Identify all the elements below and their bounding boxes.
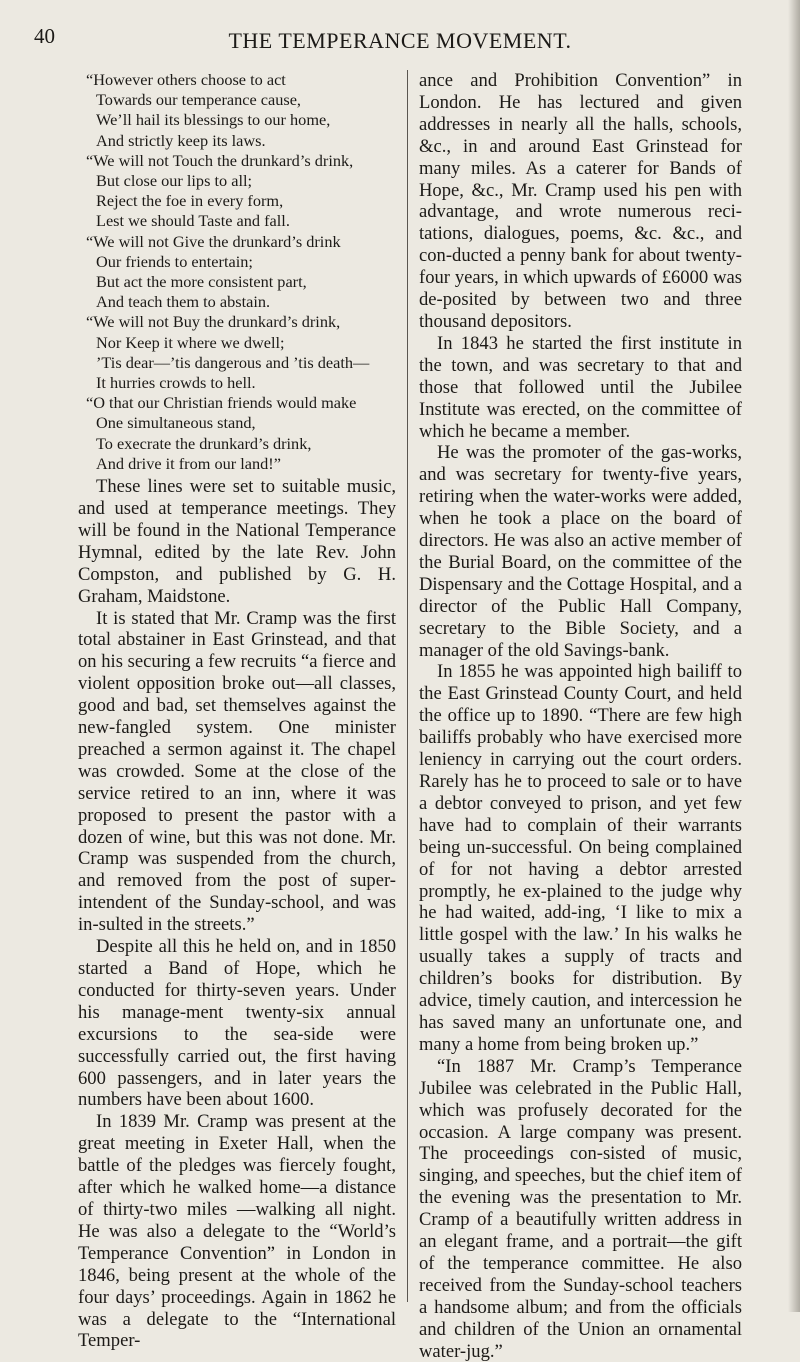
paragraph: ance and Prohibition Convention” in London. He has lectured and given addresses in nearly all the halls, schools, &c., in and around East Grinstead for many miles. As a caterer for Bands of Hope, &c., Mr. Cramp used his pen with advantage, and wrote numerous reci-tations, dialogues, poems, &c. &c., and con-ducted a penny bank for about twenty-four years, in which upwards of £6000 was de-posited by between two and three thousand depositors. <box>419 70 742 332</box>
paragraph: These lines were set to suitable music, and used at temperance meetings. They will be found in the National Temperance Hymnal, edited by the late Rev. John Compston, and published by G. H. Graham, Maidstone. <box>78 476 396 607</box>
poem-stanza <box>78 312 396 393</box>
poem-line: And teach them to abstain. <box>96 292 271 312</box>
page-edge-shadow <box>788 0 800 1312</box>
paragraph: In 1843 he started the first institute in the town, and was secretary to that and those that followed until the Jubilee Institute was erected, on the committee of which he became a member. <box>419 332 742 442</box>
paragraph: Despite all this he held on, and in 1850 started a Band of Hope, which he conducted for thirty-seven years. Under his manage-ment twenty-six annual excursions to the sea-side were successfully carried out, the first having 600 passengers, and in later years the numbers have been about 1600. <box>78 936 396 1111</box>
poem-line: And drive it from our land!” <box>96 453 281 473</box>
poem-line: Reject the foe in every form, <box>96 191 284 211</box>
running-title: THE TEMPERANCE MOVEMENT. <box>228 28 572 53</box>
poem-stanza <box>78 393 396 474</box>
right-text <box>419 70 742 1362</box>
paragraph: In 1855 he was appointed high bailiff to the East Grinstead County Court, and held the office up to 1890. “There are few high bailiffs probably who have exercised more leniency in carrying out the court orders. Rarely has he to proceed to sale or to have a debtor conveyed to prison, and yet few have had to complain of their warrants being un-successful. On being complained of for not having a debtor arrested promptly, he ex-plained to the judge why he had waited, add-ing, ‘I like to mix a little gospel with the law.’ In his walks he usually takes a supply of tracts and children’s books for distribution. By advice, timely caution, and intercession he has saved many an unfortunate one, and many a home from being broken up.” <box>419 661 742 1055</box>
poem-line: It hurries crowds to hell. <box>96 373 256 393</box>
poem-line: “We will not Buy the drunkard’s drink, <box>86 312 341 332</box>
poem-line: Nor Keep it where we dwell; <box>96 332 285 352</box>
left-text <box>78 476 396 1352</box>
poem-line: “We will not Give the drunkard’s drink <box>86 231 341 251</box>
column-divider <box>407 70 408 1302</box>
poem-line: Lest we should Taste and fall. <box>96 211 290 231</box>
poem <box>78 70 396 474</box>
poem-stanza <box>78 151 396 232</box>
poem-line: And strictly keep its laws. <box>96 130 266 150</box>
paragraph: It is stated that Mr. Cramp was the first total abstainer in East Grinstead, and that on his securing a few recruits “a fierce and violent opposition broke out—all classes, good and bad, set themselves against the new-fangled system. One minister preached a sermon against it. The chapel was crowded. Some at the close of the service retired to an inn, where it was proposed to present the pastor with a dozen of wine, but this was not done. Mr. Cramp was suspended from the church, and removed from the post of super-intendent of the Sunday-school, and was in-sulted in the streets.” <box>78 607 397 936</box>
poem-stanza <box>78 70 396 151</box>
poem-line: But act the more consistent part, <box>96 272 307 292</box>
right-column <box>419 70 742 1362</box>
poem-line: But close our lips to all; <box>96 171 253 191</box>
poem-line: One simultaneous stand, <box>96 413 256 433</box>
poem-line: ’Tis dear—’tis dangerous and ’tis death— <box>96 352 370 372</box>
poem-stanza <box>78 232 396 313</box>
poem-line: Towards our temperance cause, <box>96 90 301 110</box>
paragraph: “In 1887 Mr. Cramp’s Temperance Jubilee was celebrated in the Public Hall, which was profusely decorated for the occasion. A large company was present. The proceedings con-sisted of music, singing, and speeches, but the chief item of the evening was the presentation to Mr. Cramp of a beautifully written address in an elegant frame, and a portrait—the gift of the temperance committee. He also received from the Sunday-school teachers a handsome album; and from the officials and children of the Union an ornamental water-jug.” <box>419 1055 742 1362</box>
left-column <box>78 70 396 1352</box>
paragraph: In 1839 Mr. Cramp was present at the great meeting in Exeter Hall, when the battle of the pledges was fiercely fought, after which he walked home—a distance of thirty-two miles —walking all night. He was also a delegate to the “World’s Temperance Convention” in London in 1846, being present at the whole of the four days’ proceedings. Again in 1862 he was a delegate to the “International Temper- <box>78 1111 396 1352</box>
poem-line: To execrate the drunkard’s drink, <box>96 433 312 453</box>
poem-line: “However others choose to act <box>86 70 286 89</box>
poem-line: “O that our Christian friends would make <box>86 393 357 413</box>
poem-line: “We will not Touch the drunkard’s drink, <box>86 150 354 170</box>
poem-line: Our friends to entertain; <box>96 251 253 271</box>
paragraph: He was the promoter of the gas-works, and was secretary for twenty-five years, retiring when the water-works were added, when he took a place on the board of directors. He was also an active member of the Burial Board, on the committee of the Dispensary and the Cottage Hospital, and a director of the Public Hall Company, secretary to the Bible Society, and a manager of the old Savings-bank. <box>419 442 742 661</box>
page-number: 40 <box>34 24 55 48</box>
poem-line: We’ll hail its blessings to our home, <box>96 110 331 130</box>
page-header <box>0 16 800 56</box>
